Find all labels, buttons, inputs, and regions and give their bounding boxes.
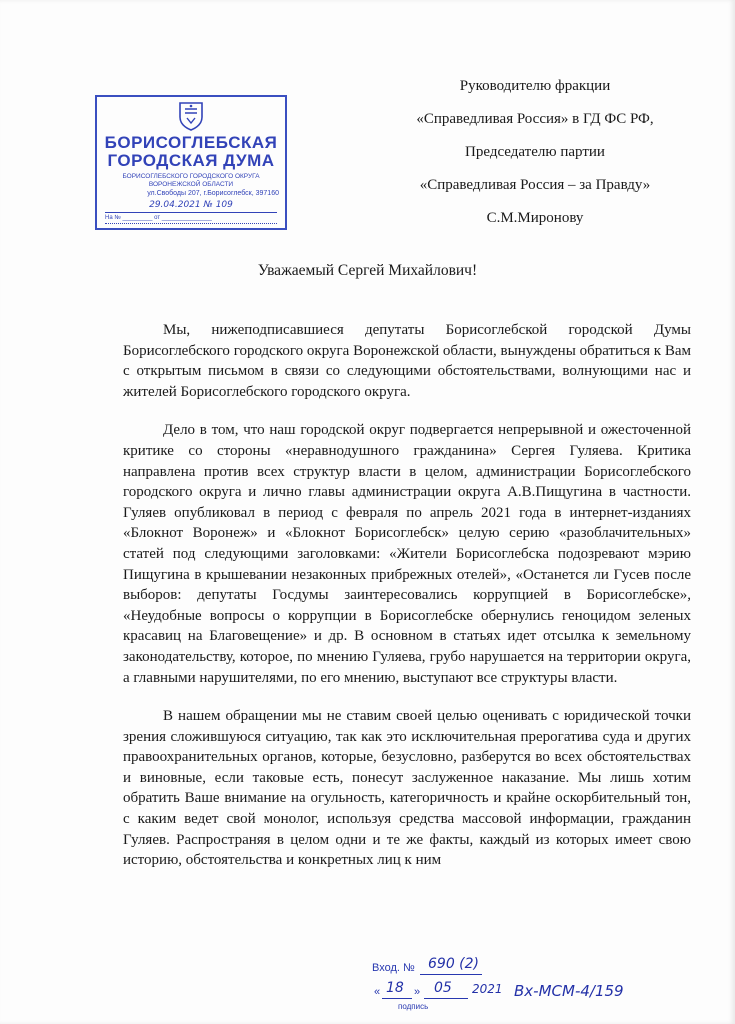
stamp-title-line1: БОРИСОГЛЕБСКАЯ (104, 133, 278, 152)
registration-code: Вх-МСМ-4/159 (514, 982, 624, 1000)
incoming-number: 690 (2) (428, 956, 480, 972)
stamp-title-line2: ГОРОДСКАЯ ДУМА (107, 151, 275, 170)
incoming-day: 18 (386, 980, 404, 996)
addressee-line: Руководителю фракции (459, 78, 611, 94)
addressee-block (380, 70, 690, 235)
addressee-line: «Справедливая Россия» в ГД ФС РФ, (416, 111, 654, 127)
registration-stamp: Вход. № 690 (2) « 18 » 05 2021 подпись Вх-МСМ-4/159 (372, 956, 624, 1011)
coat-of-arms-icon (177, 101, 205, 131)
stamp-subtitle-line2: ВОРОНЕЖСКОЙ ОБЛАСТИ (148, 181, 234, 188)
incoming-label: Вход. № (372, 962, 415, 974)
addressee-line: Председателю партии (465, 144, 605, 160)
incoming-month: 05 (434, 980, 452, 996)
letter-body (123, 320, 691, 889)
stamp-reference-line: На № _________ от _______________ (105, 215, 277, 224)
addressee-line: «Справедливая Россия – за Правду» (419, 177, 651, 193)
paragraph: Мы, нижеподписавшиеся депутаты Борисоглебской городской Думы Борисоглебского городского округа Воронежской области, вынуждены обратиться к Вам с открытым письмом в связи со следующими обстоятельствами, волнующими нас и жителей Борисоглебского городского округа. (123, 322, 691, 400)
stamp-subtitle-line1: БОРИСОГЛЕБСКОГО ГОРОДСКОГО ОКРУГА (122, 173, 260, 180)
stamp-address: ул.Свободы 207, г.Борисоглебск, 397160 (147, 190, 279, 197)
signature-label: подпись (398, 1002, 429, 1011)
addressee-line: С.М.Миронову (486, 210, 584, 226)
duma-stamp (95, 95, 287, 230)
incoming-year: 2021 (472, 982, 503, 996)
paragraph: В нашем обращении мы не ставим своей целью оценивать с юридической точки зрения сложившуюся ситуацию, так как это исключительная прерогатива суда и других правоохранительных органов, которые, безусловно, разберутся во всех обстоятельствах и виновные, если таковые есть, понесут заслуженное наказание. Мы лишь хотим обратить Ваше внимание на огульность, категоричность и крайне оскорбительный тон, с каким ведет свой монолог, используя средства массовой информации, гражданин Гуляев. Распространяя в целом одни и те же факты, каждый из которых имеет свою историю, обстоятельства и конкретных лиц к ним (123, 708, 691, 869)
paragraph: Дело в том, что наш городской округ подвергается непрерывной и ожесточенной критике со стороны «неравнодушного гражданина» Сергея Гуляева. Критика направлена против всех структур власти в целом, администрации Борисоглебского городского округа и лично главы администрации округа А.В.Пищугина в частности. Гуляев опубликовал в период с февраля по апрель 2021 года в интернет-изданиях «Блокнот Воронеж» и «Блокнот Борисоглебск» целую серию «разоблачительных» статей под следующими заголовками: «Жители Борисоглебска подозревают мэрию Пищугина в крышевании незаконных прибрежных отелей», «Останется ли Гусев после выборов: депутаты Госдумы заинтересовались коррупцией в Борисоглебске», «Неудобные вопросы о коррупции в Борисоглебске обернулись геноцидом зеленых красавиц на Благовещение» и др. В основном в статьях идет отсылка к земельному законодательству, которое, по мнению Гуляева, грубо нарушается на территории округа, а главными нарушителями, по его мнению, выступают все структуры власти. (123, 422, 691, 686)
stamp-date-number: 29.04.2021 № 109 (105, 200, 277, 213)
greeting: Уважаемый Сергей Михайлович! (257, 262, 478, 279)
